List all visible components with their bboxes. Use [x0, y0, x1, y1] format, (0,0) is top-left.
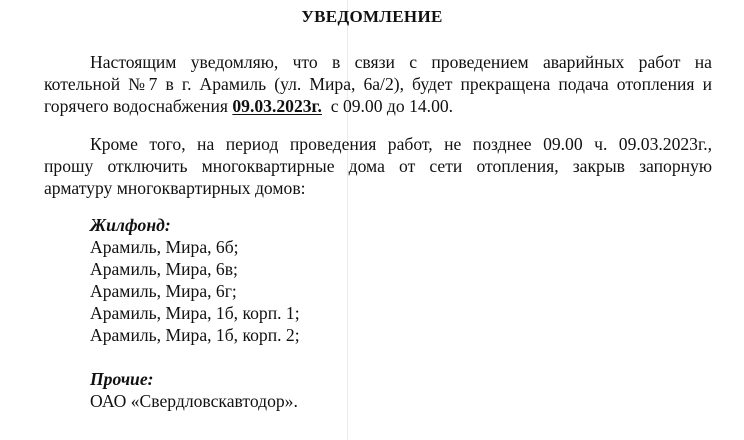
housing-list	[90, 214, 300, 346]
request-line-1: Кроме того, на период проведения работ, не позднее 09.00 ч. 09.03.2023г.,	[90, 134, 712, 154]
list-item: Арамиль, Мира, 1б, корп. 1;	[90, 303, 300, 323]
list-item: Арамиль, Мира, 6г;	[90, 281, 237, 301]
notice-line-1: Настоящим уведомляю, что в связи с проведением аварийных работ на	[90, 52, 712, 72]
notice-paragraph	[44, 51, 712, 117]
others-list	[90, 368, 298, 412]
list-item: Арамиль, Мира, 6б;	[90, 237, 239, 257]
list-item: Арамиль, Мира, 6в;	[90, 259, 238, 279]
notice-line-3-suffix: с 09.00 до 14.00.	[321, 96, 454, 116]
document-title: УВЕДОМЛЕНИЕ	[301, 7, 443, 26]
list-item: Арамиль, Мира, 1б, корп. 2;	[90, 325, 300, 345]
outage-date: 09.03.2023г.	[232, 96, 322, 116]
notice-line-3-prefix: горячего водоснабжения	[44, 96, 233, 116]
list-item: ОАО «Свердловскавтодор».	[90, 391, 298, 411]
housing-heading: Жилфонд:	[90, 215, 171, 235]
request-paragraph	[44, 133, 712, 199]
notice-line-3	[44, 95, 712, 117]
request-line-2: прошу отключить многоквартирные дома от сети отопления, закрыв запорную	[44, 156, 712, 176]
notice-line-2: котельной №7 в г. Арамиль (ул. Мира, 6а/2), будет прекращена подача отопления и	[44, 74, 712, 94]
others-heading: Прочие:	[90, 369, 154, 389]
request-line-3: арматуру многоквартирных домов:	[44, 178, 306, 198]
